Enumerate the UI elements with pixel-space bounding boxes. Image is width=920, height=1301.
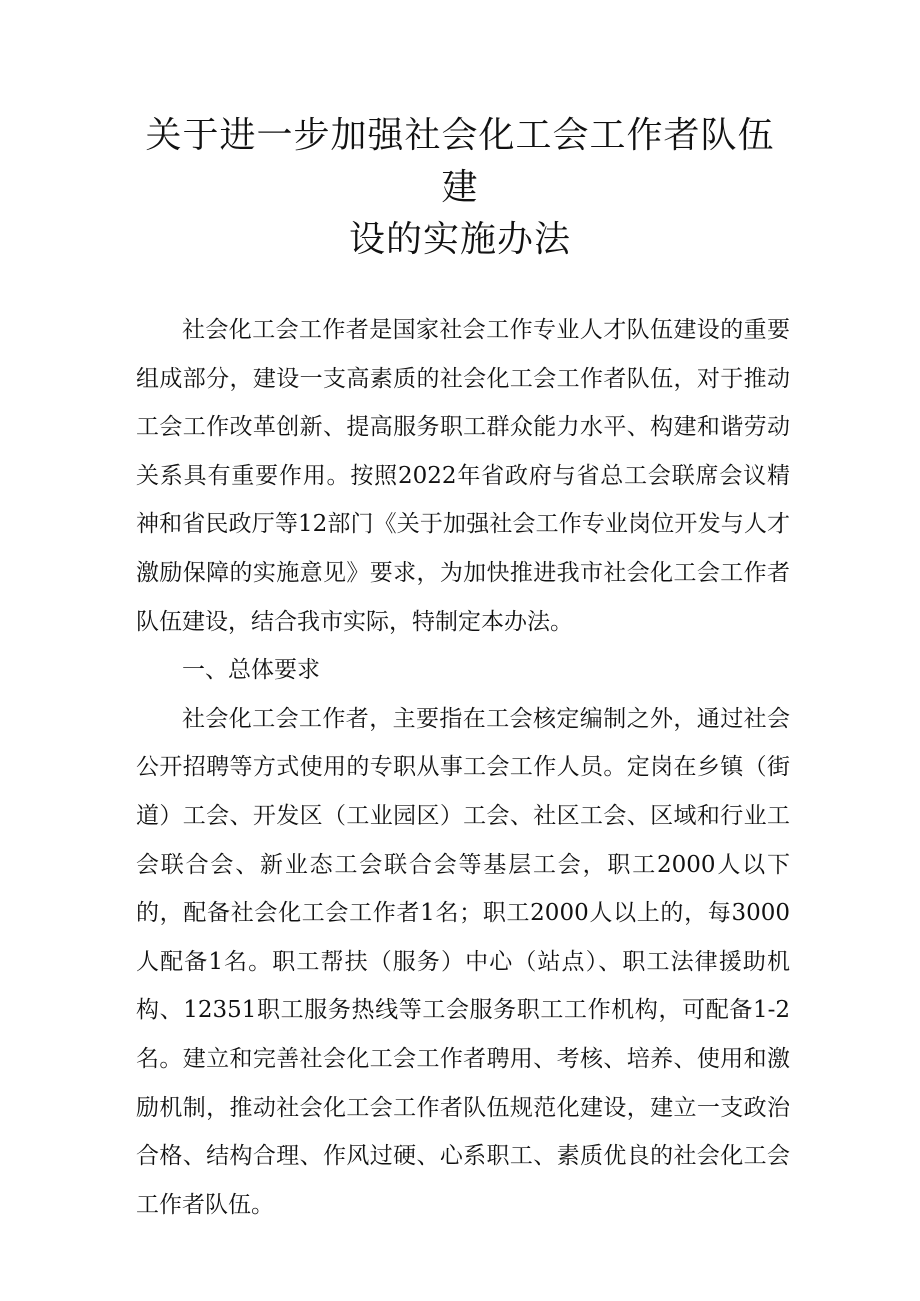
title-line-2: 设的实施办法 <box>348 219 571 260</box>
document-body <box>136 306 790 1229</box>
paragraph-general-requirements: 社会化工会工作者，主要指在工会核定编制之外，通过社会公开招聘等方式使用的专职从事工会工作人员。定岗在乡镇（街道）工会、开发区（工业园区）工会、社区工会、区域和行业工会联合会、新业态工会联合会等基层工会，职工2000人以下的，配备社会化工会工作者1名；职工2000人以上的，每3000人配备1名。职工帮扶（服务）中心（站点）、职工法律援助机构、12351职工服务热线等工会服务职工工作机构，可配备1-2名。建立和完善社会化工会工作者聘用、考核、培养、使用和激励机制，推动社会化工会工作者队伍规范化建设，建立一支政治合格、结构合理、作风过硬、心系职工、素质优良的社会化工会工作者队伍。 <box>136 705 790 1218</box>
paragraph-intro: 社会化工会工作者是国家社会工作专业人才队伍建设的重要组成部分，建设一支高素质的社会化工会工作者队伍，对于推动工会工作改革创新、提高服务职工群众能力水平、构建和谐劳动关系具有重要作用。按照2022年省政府与省总工会联席会议精神和省民政厅等12部门《关于加强社会工作专业岗位开发与人才激励保障的实施意见》要求，为加快推进我市社会化工会工作者队伍建设，结合我市实际，特制定本办法。 <box>136 317 790 635</box>
section-heading-general-requirements: 一、总体要求 <box>182 657 320 684</box>
document-title <box>130 110 790 266</box>
title-line-1: 关于进一步加强社会化工会工作者队伍建 <box>145 115 775 208</box>
